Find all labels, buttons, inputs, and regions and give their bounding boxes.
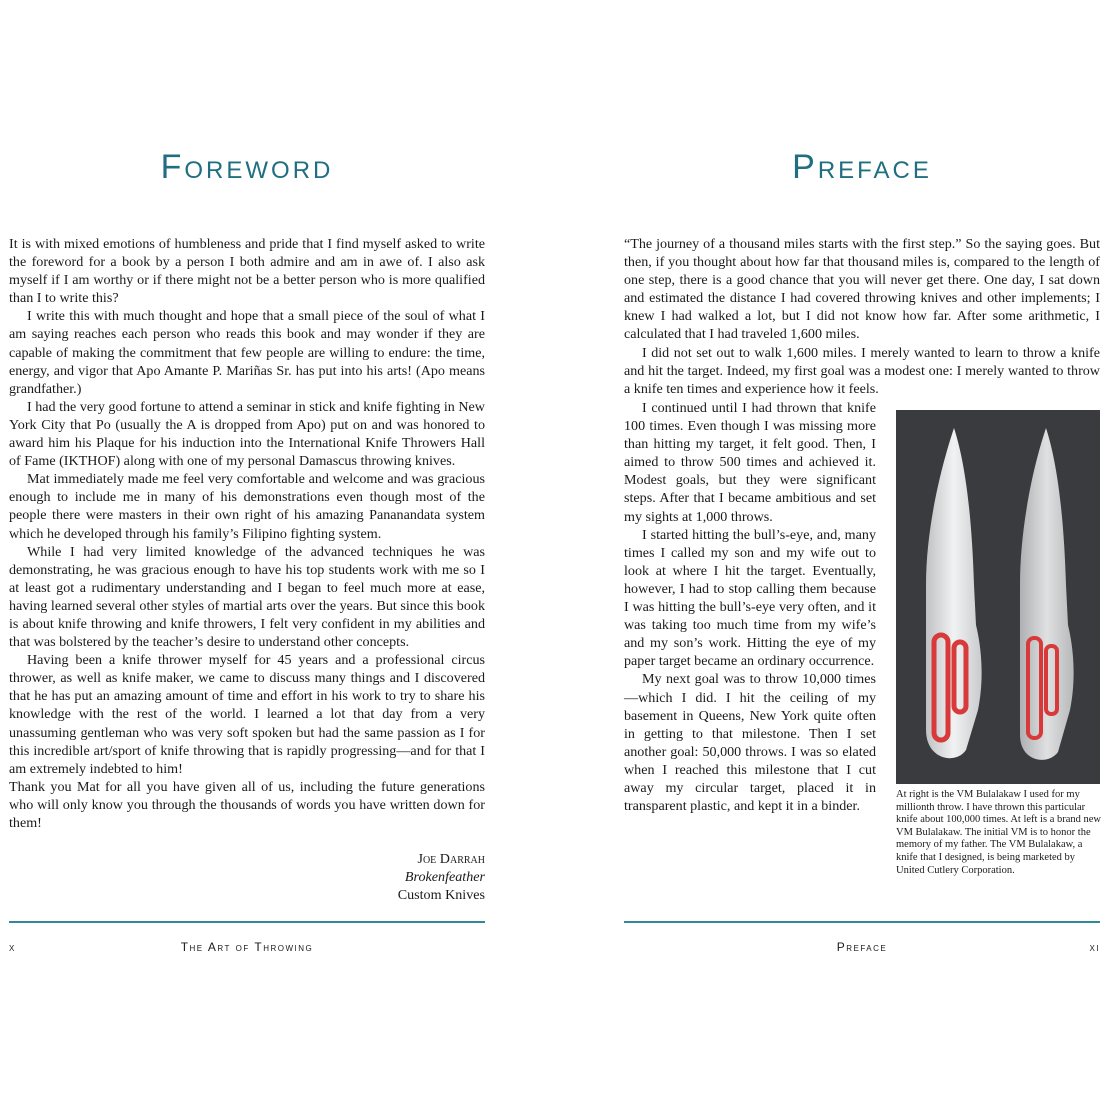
paragraph: I continued until I had thrown that knife 100 times. Even though I was missing more than hitting my target, it felt good. Then, I aimed to throw 500 times and achieved it. Modest goals, but they were significant steps. After that I became ambitious and set my sights at 1,000 throws. xyxy=(624,400,876,525)
paragraph: My next goal was to throw 10,000 times—which I did. I hit the ceiling of my basement in Queens, New York quite often in getting to that milestone. Then I set another goal: 50,000 throws. I was so elated when I reached this milestone that I cut away my circular target, placed it in transparent plastic, and kept it in a binder. xyxy=(624,671,876,815)
preface-intro xyxy=(624,235,1100,398)
footer-rule xyxy=(624,921,1100,923)
running-head: Preface xyxy=(836,940,888,954)
paragraph: I write this with much thought and hope that a small piece of the soul of what I am saying reaches each person who reads this book and may wonder if they are capable of making the commitment that few people are willing to endure: the time, energy, and vigor that Apo Amante P. Mariñas Sr. has put into his arts! (Apo means grandfather.) xyxy=(9,308,485,397)
paragraph: Thank you Mat for all you have given all of us, including the future generations who will only know you through the thousands of words you have written down for them! xyxy=(9,778,485,831)
paragraph: It is with mixed emotions of humbleness and pride that I find myself asked to write the foreword for a book by a person I both admire and am in awe of. I also ask myself if I am worthy or if there might not be a better person who is more qualified than I to write this? xyxy=(9,236,485,307)
paragraph: Having been a knife thrower myself for 45 years and a professional circus thrower, as well as knife maker, we came to discuss many things and I discovered that he has put an amazing amount of time and effort in his work to try to share his knowledge with the rest of the world. I learned a lot that day from a very unassuming gentleman who was very soft spoken but had the same passion as I for this incredible art/sport of knife throwing that is rapidly progressing—and for that I am extremely indebted to him! xyxy=(9,652,485,777)
paragraph: I started hitting the bull’s-eye, and, many times I called my son and my wife out to look at where I hit the target. Eventually, however, I had to stop calling them because I was hitting the bull’s-eye very often, and it was taking too much time from my wife’s and my son’s work. Hitting the eye of my paper target became an ordinary occurrence. xyxy=(624,526,876,670)
paragraph: I had the very good fortune to attend a seminar in stick and knife fighting in New York City that Po (usually the A is dropped from Apo) put on and was honored to award him his Plaque for his induction into the International Knife Throwers Hall of Fame (IKTHOF) along with one of my personal Damascus throwing knives. xyxy=(9,398,485,470)
running-head: The Art of Throwing xyxy=(180,940,314,954)
page-number: xi xyxy=(1089,940,1100,954)
preface-column xyxy=(624,399,876,815)
footer-rule xyxy=(9,921,485,923)
page-number: x xyxy=(9,940,16,954)
paragraph: Mat immediately made me feel very comfortable and welcome and was gracious enough to include me in many of his demonstrations even though most of the people there were masters in their own right of his amazing Pananandata system which he developed through his family’s Filipino fighting system. xyxy=(9,471,485,542)
paragraph: “The journey of a thousand miles starts with the first step.” So the saying goes. But then, if you thought about how far that thousand miles is, compared to the length of one step, there is a good chance that you will never get there. One day, I sat down and estimated the distance I had covered throwing knives and other implements; I knew I had walked a lot, but I did not know how far. After some arithmetic, I calculated that I had traveled 1,600 miles. xyxy=(624,236,1100,343)
author-company: Custom Knives xyxy=(397,887,485,904)
author-nickname: Brokenfeather xyxy=(404,869,485,886)
paragraph: While I had very limited knowledge of the advanced techniques he was demonstrating, he was gracious enough to have his top students work with me so I at least got a rudimentary understanding and I began to feel much more at ease, having learned several other styles of martial arts over the years. But since this book is about knife throwing and knife throwers, I felt very confident in my abilities and that was bolstered by the teacher’s desire to understand other concepts. xyxy=(9,543,485,651)
figure-caption: At right is the VM Bulalakaw I used for my millionth throw. I have thrown this particular knife about 100,000 times. At left is a brand new VM Bulalakaw. The initial VM is to honor the memory of my father. The VM Bulalakaw, a knife that I designed, is being marketed by United Cutlery Corporation. xyxy=(896,789,1102,876)
page-title-preface: Preface xyxy=(792,148,932,186)
paragraph: I did not set out to walk 1,600 miles. I merely wanted to learn to throw a knife and hit the target. Indeed, my first goal was a modest one: I merely wanted to throw a knife ten times and experience how it feels. xyxy=(624,344,1100,397)
signature-block xyxy=(398,850,485,904)
knife-photo xyxy=(896,410,1100,784)
right-page xyxy=(624,0,1100,1107)
knives-illustration xyxy=(896,410,1100,784)
page-title-foreword: Foreword xyxy=(160,148,334,186)
foreword-body xyxy=(9,235,485,832)
author-name: Joe Darrah xyxy=(417,851,485,867)
left-page xyxy=(9,0,485,1107)
